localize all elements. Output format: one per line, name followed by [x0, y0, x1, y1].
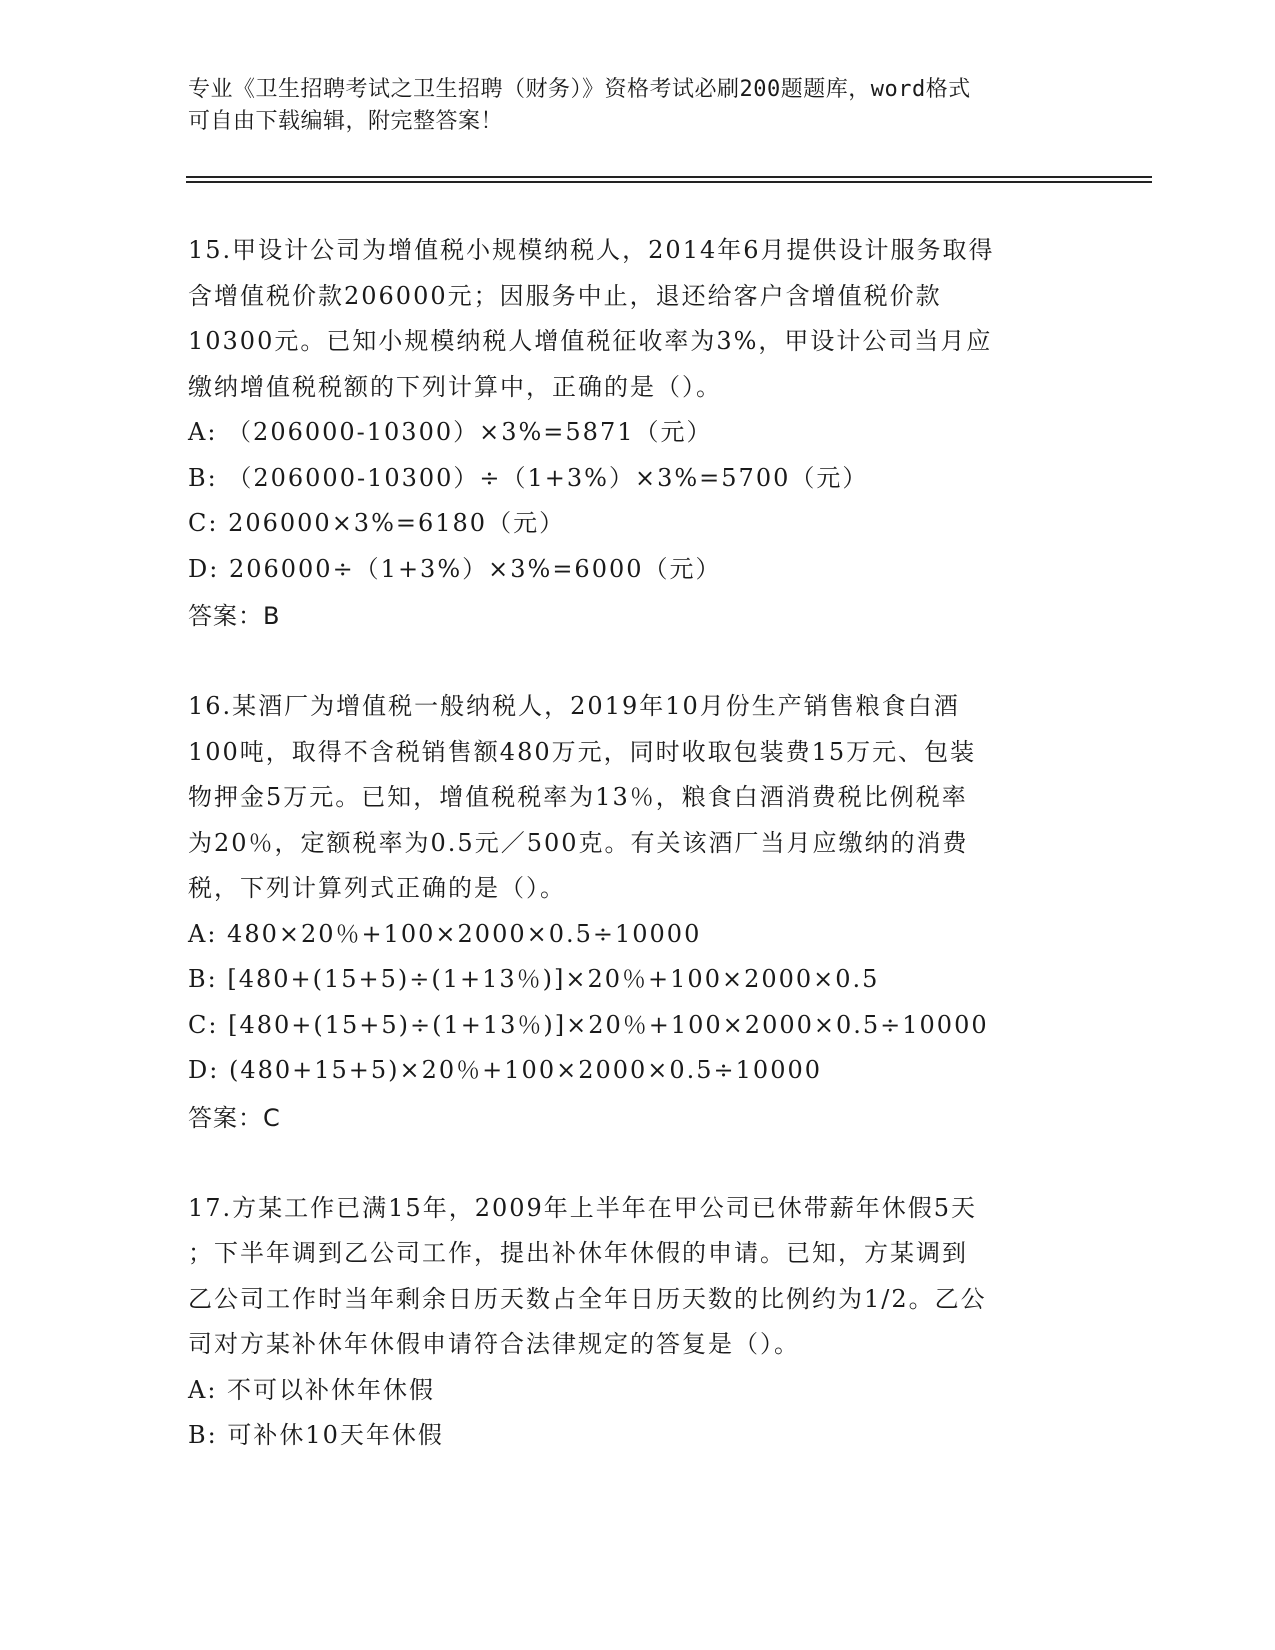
- option-c: C: [480+(15+5)÷(1+13％)]×20％+100×2000×0.5÷10000: [188, 1010, 989, 1039]
- question-16: [188, 684, 1088, 1142]
- stem-line: ；下半年调到乙公司工作，提出补休年休假的申请。已知，方某调到: [188, 1239, 968, 1267]
- answer: 答案：C: [188, 1103, 281, 1132]
- stem-line: 乙公司工作时当年剩余日历天数占全年日历天数的比例约为1/2。乙公: [188, 1284, 987, 1313]
- option-b: B: 可补休10天年休假: [188, 1421, 444, 1449]
- stem-line: 缴纳增值税税额的下列计算中，正确的是（）。: [188, 372, 722, 401]
- stem-line: 10300元。已知小规模纳税人增值税征收率为3%，甲设计公司当月应: [188, 327, 993, 355]
- stem-line: 100吨，取得不含税销售额480万元，同时收取包装费15万元、包装: [188, 737, 977, 766]
- stem-line: 含增值税价款206000元；因服务中止，退还给客户含增值税价款: [188, 281, 942, 310]
- stem-line: 税，下列计算列式正确的是（）。: [188, 874, 566, 902]
- option-d: D: (480+15+5)×20％+100×2000×0.5÷10000: [188, 1056, 823, 1084]
- question-15: [188, 228, 1088, 640]
- option-b: B: [480+(15+5)÷(1+13％)]×20％+100×2000×0.5: [188, 965, 880, 993]
- option-a: A: 480×20％+100×2000×0.5÷10000: [188, 919, 702, 948]
- header-divider: [186, 181, 1152, 183]
- stem-line: 15.甲设计公司为增值税小规模纳税人，2014年6月提供设计服务取得: [188, 236, 995, 264]
- stem-line: 17.方某工作已满15年，2009年上半年在甲公司已休带薪年休假5天: [188, 1193, 978, 1222]
- option-d: D: 206000÷（1+3%）×3%=6000（元）: [188, 554, 722, 583]
- stem-line: 为20％，定额税率为0.5元／500克。有关该酒厂当月应缴纳的消费: [188, 828, 969, 857]
- question-stem: [188, 684, 1088, 912]
- question-list: [188, 228, 1088, 1503]
- header-line: 可自由下载编辑，附完整答案！: [188, 109, 504, 134]
- document-header: [188, 74, 1088, 138]
- stem-line: 司对方某补休年休假申请符合法律规定的答复是（）。: [188, 1330, 800, 1358]
- header-divider: [186, 176, 1152, 178]
- header-line: 专业《卫生招聘考试之卫生招聘（财务）》资格考试必刷200题题库，word格式: [188, 77, 971, 102]
- stem-line: 16.某酒厂为增值税一般纳税人，2019年10月份生产销售粮食白酒: [188, 692, 960, 720]
- question-stem: [188, 1186, 1088, 1368]
- question-17: [188, 1186, 1088, 1459]
- option-a: A: 不可以补休年休假: [188, 1375, 436, 1404]
- option-a: A: （206000-10300）×3%=5871（元）: [188, 418, 713, 446]
- option-b: B: （206000-10300）÷（1+3%）×3%=5700（元）: [188, 463, 869, 492]
- answer: 答案：B: [188, 602, 281, 630]
- question-stem: [188, 228, 1088, 410]
- stem-line: 物押金5万元。已知，增值税税率为13％，粮食白酒消费税比例税率: [188, 783, 968, 811]
- option-c: C: 206000×3%=6180（元）: [188, 509, 566, 537]
